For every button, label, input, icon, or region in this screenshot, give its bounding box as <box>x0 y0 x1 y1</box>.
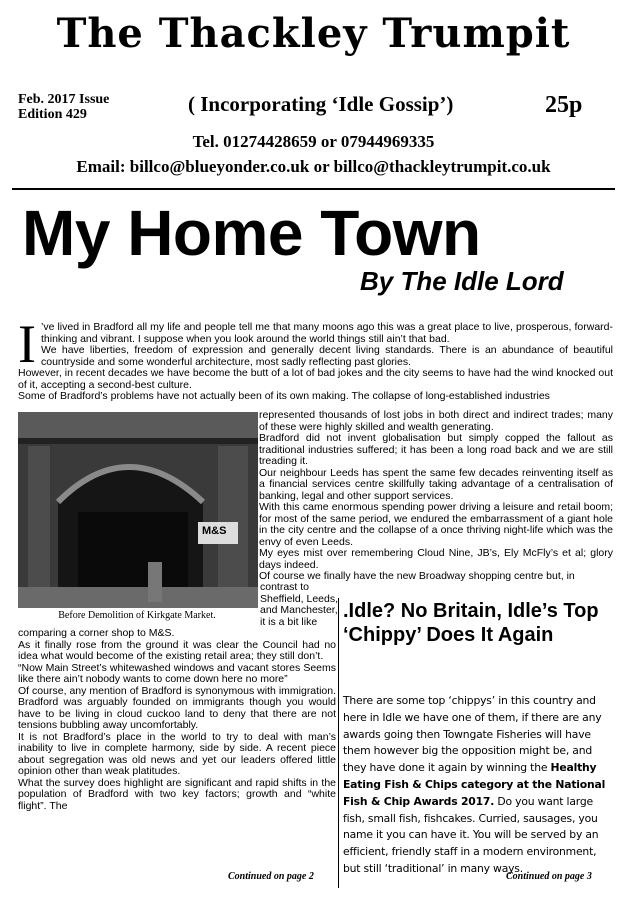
column-divider <box>338 598 339 888</box>
article-paragraph: Bradford did not invent globalisation but simply copped the fallout as traditional industries suffered; it has been a long road back and we are still treading it. <box>259 432 613 467</box>
edition-number: Edition 429 <box>18 107 87 122</box>
masthead-divider <box>12 188 615 190</box>
issue-date: Feb. 2017 Issue <box>18 92 110 107</box>
article-paragraph: My eyes mist over remembering Cloud Nine, JB’s, Ely McFly’s et al; glory days indeed. <box>259 547 613 571</box>
article-intro <box>18 314 613 403</box>
sidebar-body <box>343 693 615 878</box>
continued-page-2[interactable]: Continued on page 2 <box>228 871 314 882</box>
email-line: Email: billco@blueyonder.co.uk or billco@thackleytrumpit.co.uk <box>76 157 551 176</box>
drop-cap: I <box>18 314 36 374</box>
article-paragraph: As it finally rose from the ground it was clear the Council had no idea what would become of the existing retail area; they still don’t. <box>18 638 336 662</box>
article-paragraph: With this came enormous spending power driving a leisure and retail boom; for most of the same period, we endured the embarrassment of a giant hole in the city centre and the collapse of a once thriving night-life which was the envy of even Leeds. <box>259 501 613 548</box>
article-paragraph: It is not Bradford’s place in the world to try to deal with man’s inability to live in complete harmony, side by side. A recent piece about segregation was old news and yet our leaders offered little opinion other than weak platitudes. <box>18 730 336 777</box>
issue-info <box>18 92 109 122</box>
article-paragraph: represented thousands of lost jobs in both direct and indirect trades; many of these were highly skilled and wealth generating. <box>259 409 613 433</box>
intro-paragraph: However, in recent decades we have become the butt of a lot of bad jokes and the city seems to have had the wind knocked out of it, accepting a second-best culture. <box>18 367 613 391</box>
article-paragraph: Of course, any mention of Bradford is synonymous with immigration. Bradford was arguably founded on immigrants though you would have to be living in cloud cuckoo land to deny that there are not tensions bubbling away uncomfortably. <box>18 684 336 731</box>
intro-paragraph: ’ve lived in Bradford all my life and people tell me that many moons ago this was a great place to live, prosperous, forward-thinking and vibrant. I suppose when you look around the world things still ain’t that bad. <box>40 321 613 345</box>
article-paragraph: Of course we finally have the new Broadway shopping centre but, in <box>259 570 575 582</box>
sidebar-text: Do you want large fish, small fish, fishcakes. Curried, sausages, you name it you can have it. You will be served by an efficient, friendly staff in a modern environment, but still ‘traditional’ in many ways. <box>343 794 599 875</box>
article-left-column <box>18 628 336 812</box>
article-paragraph: “Now Main Street’s whitewashed windows and vacant stores Seems like there ain’t nobody wants to come down here no more” <box>18 661 336 685</box>
telephone-line: Tel. 01274428659 or 07944969335 <box>192 132 435 151</box>
photo-shop-sign: M&S <box>202 525 227 537</box>
article-right-column <box>259 410 613 583</box>
price: 25p <box>545 92 583 118</box>
market-building-image <box>18 412 258 608</box>
article-paragraph: Our neighbour Leeds has spent the same few decades reinventing itself as a financial services centre skillfully taking advantage of a centralisation of banking, legal and other support services. <box>259 466 613 502</box>
award-name: Healthy Eating Fish & Chips category at the National Fish & Chip Awards 2017. <box>343 761 606 808</box>
sidebar-headline: .Idle? No Britain, Idle’s Top ‘Chippy’ Does It Again <box>343 600 599 646</box>
article-headline: My Home Town <box>22 197 481 269</box>
article-paragraph: comparing a corner shop to M&S. <box>18 627 175 639</box>
continued-page-3[interactable]: Continued on page 3 <box>506 871 592 882</box>
photo-caption: Before Demolition of Kirkgate Market. <box>58 610 216 621</box>
article-byline: By The Idle Lord <box>360 266 564 296</box>
intro-paragraph: Some of Bradford’s problems have not actually been of its own making. The collapse of long-established industries <box>18 390 550 402</box>
article-narrow-text: contrast to Sheffield, Leeds, and Manchester, it is a bit like <box>260 581 339 628</box>
incorporating-note: ( Incorporating ‘Idle Gossip’) <box>188 92 454 116</box>
masthead-title: The Thackley Trumpit <box>56 10 571 57</box>
sidebar-text: There are some top ‘chippys’ in this country and here in Idle we have one of them, if there are any awards going then Towngate Fisheries will have them however big the opposition might be, and they have done it again by winning the <box>343 694 602 775</box>
kirkgate-market-photo <box>18 412 258 608</box>
intro-paragraph: We have liberties, freedom of expression and generally decent living standards. There is an abundance of beautiful countryside and some wonderful architecture, most sadly reflecting past glories. <box>40 344 613 368</box>
article-paragraph: What the survey does highlight are significant and rapid shifts in the population of Bradford with two key factors; growth and “white flight”. The <box>18 776 336 812</box>
